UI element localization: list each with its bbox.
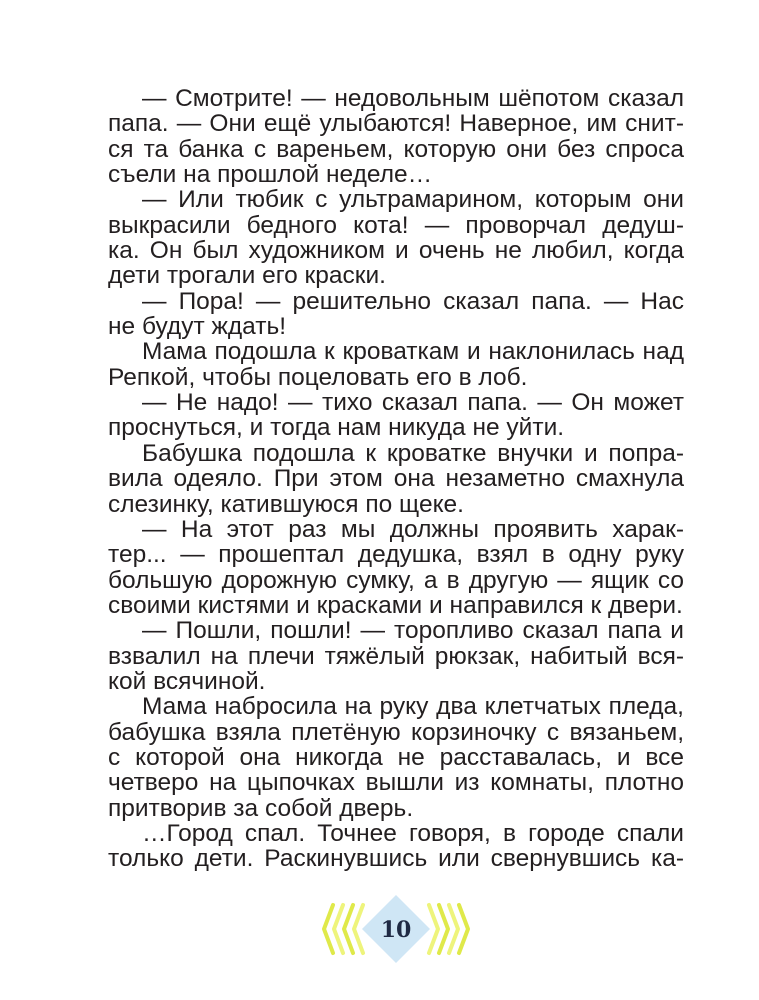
text-line: с которой она никогда не расставалась, и все [108, 743, 684, 771]
text-line: — Пора! — решительно сказал папа. — Нас [142, 287, 684, 315]
text-line: Бабушка подошла к кроватке внучки и попра- [142, 439, 684, 467]
text-line: не будут ждать! [108, 313, 287, 341]
left-chevron-icon [344, 905, 353, 953]
text-line: — На этот раз мы должны проявить харак- [142, 515, 684, 543]
text-line: съели на прошлой неделе… [108, 161, 433, 189]
text-line: папа. — Они ещё улыбаются! Наверное, им снит- [108, 110, 684, 138]
text-line: Мама подошла к кроваткам и наклонилась над [142, 338, 684, 366]
text-line: — Или тюбик с ультрамарином, которым они [142, 186, 684, 214]
text-line: ся та банка с вареньем, которую они без спроса [108, 135, 684, 163]
text-line: выкрасили бедного кота! — проворчал дедуш- [108, 211, 684, 239]
left-chevron-icon [324, 905, 333, 953]
text-line: — Пошли, пошли! — торопливо сказал папа и [142, 617, 684, 645]
text-line: …Город спал. Точнее говоря, в городе спали [142, 819, 684, 847]
text-line: — Не надо! — тихо сказал папа. — Он может [142, 389, 684, 417]
text-line: тер... — прошептал дедушка, взял в одну руку [108, 541, 684, 569]
right-chevron-icon [459, 905, 468, 953]
text-line: Мама набросила на руку два клетчатых пледа, [142, 693, 684, 721]
text-line: только дети. Раскинувшись или свернувшись ка- [108, 845, 684, 873]
text-line: своими кистями и красками и направился к двери. [108, 591, 683, 619]
page-footer [316, 891, 476, 967]
text-line: кой всячиной. [108, 667, 266, 695]
text-line: проснуться, и тогда нам никуда не уйти. [108, 414, 565, 442]
page-number: 10 [380, 917, 412, 943]
text-line: взвалил на плечи тяжёлый рюкзак, набитый вся- [108, 642, 684, 670]
right-chevron-icon [439, 905, 448, 953]
text-line: — Смотрите! — недовольным шёпотом сказал [142, 85, 684, 112]
right-chevron-icon [449, 905, 458, 953]
text-line: дети трогали его краски. [108, 262, 386, 290]
text-line: Репкой, чтобы поцеловать его в лоб. [108, 363, 528, 391]
text-line: притворив за собой дверь. [108, 794, 414, 822]
text-line: слезинку, катившуюся по щеке. [108, 490, 464, 518]
left-chevron-icon [334, 905, 343, 953]
text-line: бабушка взяла плетёную корзиночку с вязаньем, [108, 718, 684, 746]
text-line: четверо на цыпочках вышли из комнаты, плотно [108, 769, 684, 797]
text-line: большую дорожную сумку, а в другую — ящик со [108, 566, 684, 594]
text-line: ка. Он был художником и очень не любил, когда [108, 237, 684, 265]
text-line: вила одеяло. При этом она незаметно смахнула [108, 465, 684, 493]
body-text [108, 86, 684, 872]
